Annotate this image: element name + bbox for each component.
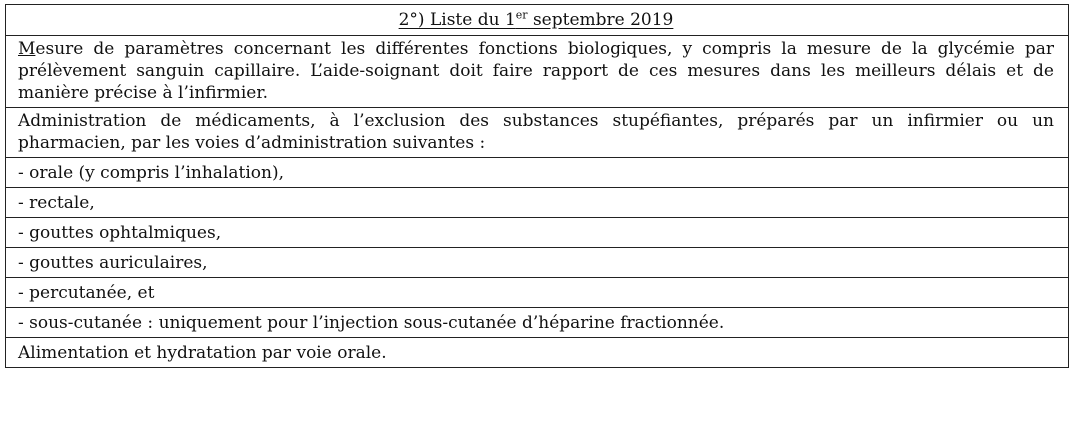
document-table <box>5 4 1069 368</box>
route-item-ear-drops: - gouttes auriculaires, <box>6 248 1069 278</box>
paragraph-measurement-text: esure de paramètres concernant les différentes fonctions biologiques, y compris la mesure de la glycémie par prélèvement sanguin capillaire. L’aide-soignant doit faire rapport de ces mesures dans les meilleurs délais et de manière précise à l’infirmier. <box>18 39 1054 103</box>
title-row <box>6 5 1069 36</box>
route-item-subcutaneous: - sous-cutanée : uniquement pour l’injection sous-cutanée d’héparine fractionnée. <box>6 308 1069 338</box>
paragraph-administration: Administration de médicaments, à l’exclusion des substances stupéfiantes, préparés par un infirmier ou un pharmacien, par les voies d’administration suivantes : <box>6 108 1069 158</box>
list-item <box>6 308 1069 338</box>
list-item <box>6 218 1069 248</box>
paragraph-first-letter: M <box>18 39 36 59</box>
title-prefix: 2°) Liste du 1 <box>398 10 516 30</box>
list-item <box>6 188 1069 218</box>
paragraph-measurement <box>6 36 1069 108</box>
title-superscript: er <box>515 8 528 22</box>
route-item-percutaneous: - percutanée, et <box>6 278 1069 308</box>
paragraph-row <box>6 108 1069 158</box>
paragraph-feeding: Alimentation et hydratation par voie orale. <box>6 338 1069 368</box>
route-item-eye-drops: - gouttes ophtalmiques, <box>6 218 1069 248</box>
paragraph-row <box>6 338 1069 368</box>
list-title <box>399 10 674 30</box>
title-cell <box>6 5 1069 36</box>
list-item <box>6 278 1069 308</box>
route-item-rectal: - rectale, <box>6 188 1069 218</box>
title-suffix: septembre 2019 <box>527 10 674 30</box>
route-item-oral: - orale (y compris l’inhalation), <box>6 158 1069 188</box>
list-item <box>6 158 1069 188</box>
paragraph-row <box>6 36 1069 108</box>
list-item <box>6 248 1069 278</box>
